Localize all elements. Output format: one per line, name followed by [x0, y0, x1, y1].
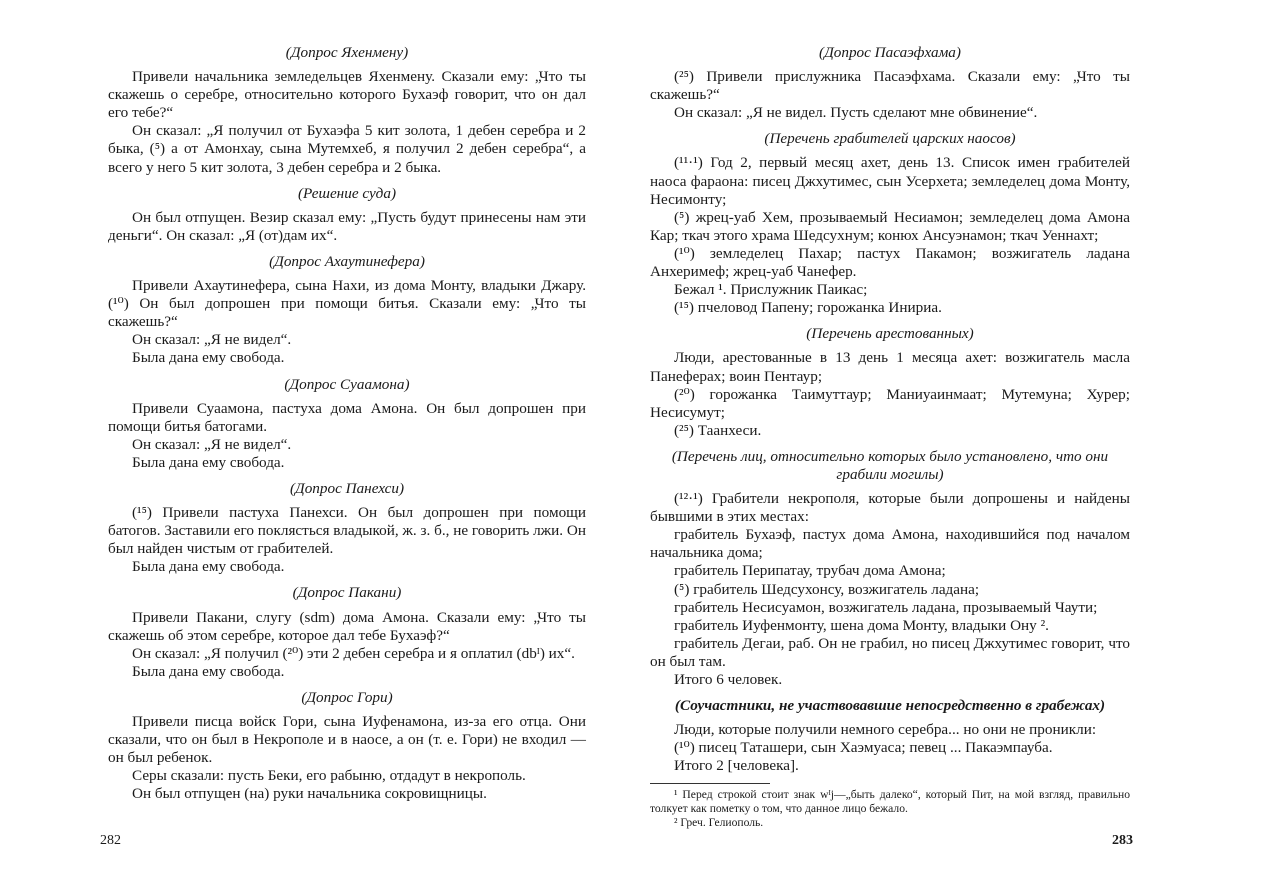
page-number-left: 282 [100, 833, 121, 848]
paragraph: Привели писца войск Гори, сына Иуфенамона, из-за его отца. Они сказали, что он был в Некрополе и в наосе, а он (т. е. Гори) не входил — он был ребенок. [108, 713, 586, 767]
paragraph: (¹⁵) пчеловод Папену; горожанка Инириа. [674, 299, 942, 317]
section-heading: (Допрос Пакани) [292, 584, 402, 602]
paragraph: (¹²·¹) Грабители некрополя, которые были допрошены и найдены бывшими в этих местах: [650, 490, 1130, 526]
paragraph: Привели Ахаутинефера, сына Нахи, из дома Монту, владыки Джару. (¹⁰) Он был допрошен при помощи битья. Сказали ему: „Что ты скажешь?“ [108, 277, 586, 331]
paragraph: Он сказал: „Я получил от Бухаэфа 5 кит золота, 1 дебен серебра и 2 быка, (⁵) а от Амонхау, сына Мутемхеб, я получил 2 дебен серебра“, а всего у него 5 кит золота, 3 дебен серебра и 2 быка. [108, 122, 586, 176]
paragraph: (²⁰) горожанка Таимуттаур; Маниуаинмаат; Мутемуна; Хурер; Несисумут; [650, 385, 1130, 421]
right-page [650, 44, 1130, 829]
section-heading: (Допрос Яхенмену) [285, 44, 409, 61]
section-heading: (Перечень лиц, относительно которых было установлено, что они грабили могилы) [671, 447, 1109, 483]
paragraph: Была дана ему свобода. [132, 558, 285, 576]
paragraph: Была дана ему свобода. [132, 662, 285, 680]
footnote: ¹ Перед строкой стоит знак wᴵj—„быть далеко“, который Пит, на мой взгляд, правильно толкует как пометку о том, что данное лицо бежало. [650, 788, 1130, 816]
paragraph: Он сказал: „Я не видел“. [132, 331, 292, 349]
paragraph: Он был отпущен (на) руки начальника сокровищницы. [132, 785, 487, 803]
section-heading: (Решение суда) [297, 184, 397, 202]
footnote: ² Греч. Гелиополь. [674, 815, 764, 829]
paragraph: Привели начальника земледельцев Яхенмену. Сказали ему: „Что ты скажешь о серебре, относительно которого Бухаэф говорит, что он дал его тебе?“ [108, 68, 586, 122]
paragraph: (¹⁵) Привели пастуха Панехси. Он был допрошен при помощи батогов. Заставили его поклясться владыкой, ж. з. б., не говорить лжи. Он был найден чистым от грабителей. [108, 504, 586, 558]
paragraph: Он сказал: „Я не видел. Пусть сделают мне обвинение“. [674, 104, 1038, 122]
section-heading: (Перечень арестованных) [806, 325, 974, 343]
paragraph: Была дана ему свобода. [132, 349, 285, 367]
paragraph: (²⁵) Привели прислужника Пасаэфхама. Сказали ему: „Что ты скажешь?“ [650, 68, 1130, 104]
paragraph: (²⁵) Таанхеси. [674, 421, 762, 439]
footnote-rule [650, 783, 770, 784]
paragraph: Он был отпущен. Везир сказал ему: „Пусть будут принесены нам эти деньги“. Он сказал: „Я (от)дам их“. [108, 208, 586, 244]
section-heading: (Допрос Гори) [301, 688, 393, 706]
paragraph: Итого 2 [человека]. [674, 757, 799, 775]
paragraph: Привели Суаамона, пастуха дома Амона. Он был допрошен при помощи битья батогами. [108, 399, 586, 435]
section-heading: (Перечень грабителей царских наосов) [764, 130, 1016, 148]
paragraph: Привели Пакани, слугу (sdm) дома Амона. Сказали ему: „Что ты скажешь об этом серебре, которое дал тебе Бухаэф?“ [108, 608, 586, 644]
section-heading: (Допрос Панехси) [289, 479, 405, 497]
paragraph: Он сказал: „Я не видел“. [132, 435, 292, 453]
section-heading: (Допрос Ахаутинефера) [269, 252, 425, 270]
left-page [108, 44, 586, 803]
paragraph: (⁵) грабитель Шедсухонсу, возжигатель ладана; [674, 580, 980, 598]
paragraph: грабитель Бухаэф, пастух дома Амона, находившийся под началом начальника дома; [650, 526, 1130, 562]
section-heading: (Соучастники, не участвовавшие непосредственно в грабежах) [674, 697, 1106, 715]
paragraph: (¹¹·¹) Год 2, первый месяц ахет, день 13. Список имен грабителей наоса фараона: писец Джхутимес, сын Усерхета; земледелец дома Монту, Несимонту; [650, 154, 1130, 208]
paragraph: Он сказал: „Я получил (²⁰) эти 2 дебен серебра и я оплатил (dbᴵ) их“. [132, 644, 575, 662]
paragraph: Люди, которые получили немного серебра... но они не проникли: [674, 721, 1097, 739]
section-heading: (Допрос Суаамона) [284, 375, 410, 393]
page-number-right: 283 [1112, 833, 1133, 848]
paragraph: (¹⁰) земледелец Пахар; пастух Пакамон; возжигатель ладана Анхеримеф; жрец-уаб Чанефер. [650, 244, 1130, 281]
paragraph: Итого 6 человек. [674, 671, 783, 688]
paragraph: грабитель Перипатау, трубач дома Амона; [674, 562, 946, 580]
paragraph: (⁵) жрец-уаб Хем, прозываемый Несиамон; земледелец дома Амона Кар; ткач этого храма Шедсухнум; конюх Ансуэнамон; ткач Уеннахт; [650, 208, 1130, 244]
paragraph: Серы сказали: пусть Беки, его рабыню, отдадут в некрополь. [132, 767, 526, 785]
paragraph: Бежал ¹. Прислужник Паикас; [674, 281, 868, 299]
paragraph: Люди, арестованные в 13 день 1 месяца ахет: возжигатель масла Панеферах; воин Пентаур; [650, 349, 1130, 385]
section-heading: (Допрос Пасаэфхама) [819, 44, 961, 61]
paragraph: Была дана ему свобода. [132, 453, 285, 471]
paragraph: грабитель Дегаи, раб. Он не грабил, но писец Джхутимес говорит, что он был там. [650, 634, 1130, 670]
paragraph: грабитель Иуфенмонту, шена дома Монту, владыки Ону ². [674, 616, 1049, 634]
paragraph: грабитель Несисуамон, возжигатель ладана, прозываемый Чаути; [674, 598, 1098, 616]
paragraph: (¹⁰) писец Таташери, сын Хаэмуаса; певец ... Пакаэмпауба. [674, 739, 1053, 757]
